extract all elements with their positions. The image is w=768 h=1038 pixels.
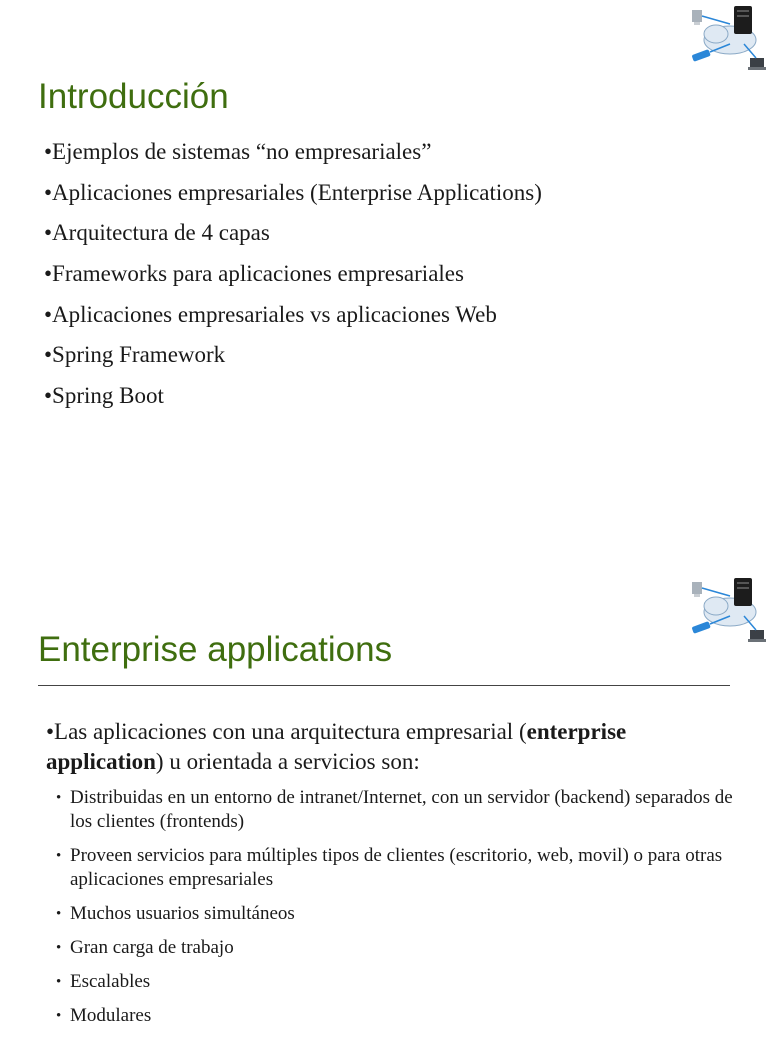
slide-enterprise-applications	[0, 552, 768, 1024]
list-item: •Spring Framework	[44, 342, 226, 368]
characteristics-list	[56, 786, 736, 1038]
intro-bold-term: enterprise application	[46, 719, 627, 774]
list-item: •Ejemplos de sistemas “no empresariales”	[44, 139, 432, 164]
list-item: •Arquitectura de 4 capas	[44, 220, 270, 246]
slide-title: Enterprise applications	[38, 630, 393, 669]
list-item: • Gran carga de trabajo	[56, 936, 736, 960]
list-item: • Proveen servicios para múltiples tipos de clientes (escritorio, web, movil) o para otras aplicaciones empresariales	[56, 844, 736, 892]
list-item: •Frameworks para aplicaciones empresariales	[44, 261, 464, 287]
list-item: •Aplicaciones empresariales (Enterprise Applications)	[44, 179, 542, 205]
intro-paragraph	[46, 717, 726, 777]
list-item: •Aplicaciones empresariales vs aplicaciones Web	[44, 301, 497, 327]
list-item: • Muchos usuarios simultáneos	[56, 902, 736, 926]
list-item: • Modulares	[56, 1004, 736, 1028]
slide-title: Introducción	[38, 77, 229, 116]
intro-text: ) u orientada a servicios son:	[155, 749, 420, 774]
topic-list	[44, 140, 542, 425]
network-cloud-icon	[684, 0, 768, 80]
list-item: •Spring Boot	[44, 383, 164, 409]
list-item: • Distribuidas en un entorno de intranet/Internet, con un servidor (backend) separados de los clientes (frontends)	[56, 786, 736, 834]
intro-text: •Las aplicaciones con una arquitectura empresarial (	[46, 719, 527, 744]
list-item: • Escalables	[56, 970, 736, 994]
network-cloud-icon	[684, 572, 768, 652]
title-divider	[38, 685, 730, 686]
